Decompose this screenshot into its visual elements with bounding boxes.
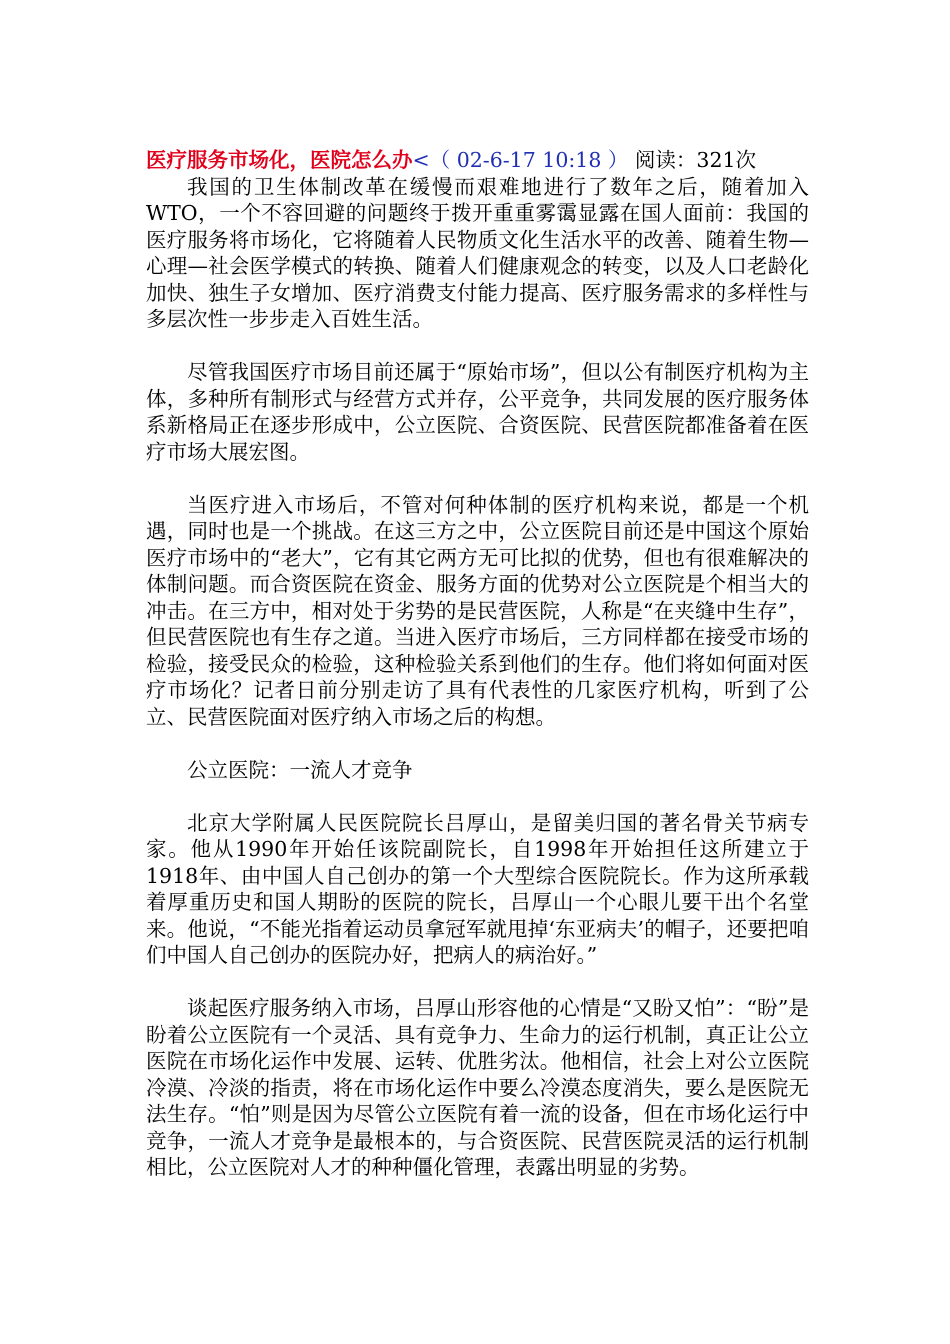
- article-paragraph: 尽管我国医疗市场目前还属于“原始市场”，但以公有制医疗机构为主体，多种所有制形式与经营方式并存，公平竞争，共同发展的医疗服务体系新格局正在逐步形成中，公立医院、合资医院、民营医院都准备着在医疗市场大展宏图。: [146, 360, 809, 464]
- article-title: 医疗服务市场化，医院怎么办: [146, 148, 413, 172]
- article: [146, 147, 809, 1207]
- section-subheading: 公立医院：一流人才竞争: [187, 757, 413, 782]
- article-paragraph: 当医疗进入市场后，不管对何种体制的医疗机构来说，都是一个机遇，同时也是一个挑战。在这三方之中，公立医院目前还是中国这个原始医疗市场中的“老大”，它有其它两方无可比拟的优势，但也有很难解决的体制问题。而合资医院在资金、服务方面的优势对公立医院是个相当大的冲击。在三方中，相对处于劣势的是民营医院，人称是“在夹缝中生存”，但民营医院也有生存之道。当进入医疗市场后，三方同样都在接受市场的检验，接受民众的检验，这种检验关系到他们的生存。他们将如何面对医疗市场化？记者日前分别走访了具有代表性的几家医疗机构，听到了公立、民营医院面对医疗纳入市场之后的构想。: [146, 492, 809, 729]
- read-unit: 次: [735, 148, 757, 172]
- article-paragraph: 北京大学附属人民医院院长吕厚山，是留美归国的著名骨关节病专家。他从1990年开始任该院副院长，自1998年开始担任这所建立于1918年、由中国人自己创办的第一个大型综合医院院长。作为这所承载着厚重历史和国人期盼的医院的院长，吕厚山一个心眼儿要干出个名堂来。他说，“不能光指着运动员拿冠军就甩掉‘东亚病夫’的帽子，还要把咱们中国人自己创办的医院办好，把病人的病治好。”: [146, 810, 809, 967]
- read-count: 321: [696, 148, 736, 172]
- article-date-open: <（: [412, 148, 451, 172]
- article-date: 02-6-17 10:18: [450, 148, 608, 172]
- article-date-close: ）: [607, 148, 629, 172]
- article-paragraph: 我国的卫生体制改革在缓慢而艰难地进行了数年之后，随着加入WTO，一个不容回避的问题终于拨开重重雾霭显露在国人面前：我国的医疗服务将市场化，它将随着人民物质文化生活水平的改善、随着生物—心理—社会医学模式的转换、随着人们健康观念的转变，以及人口老龄化加快、独生子女增加、医疗消费支付能力提高、医疗服务需求的多样性与多层次性一步步走入百姓生活。: [146, 174, 809, 331]
- read-label: 阅读：: [628, 148, 697, 172]
- article-header: [146, 147, 809, 174]
- article-paragraph: 谈起医疗服务纳入市场，吕厚山形容他的心情是“又盼又怕”：“盼”是盼着公立医院有一个灵活、具有竞争力、生命力的运行机制，真正让公立医院在市场化运作中发展、运转、优胜劣汰。他相信，社会上对公立医院冷漠、冷淡的指责，将在市场化运作中要么冷漠态度消失，要么是医院无法生存。“怕”则是因为尽管公立医院有着一流的设备，但在市场化运行中竞争，一流人才竞争是最根本的，与合资医院、民营医院灵活的运行机制相比，公立医院对人才的种种僵化管理，表露出明显的劣势。: [146, 996, 809, 1179]
